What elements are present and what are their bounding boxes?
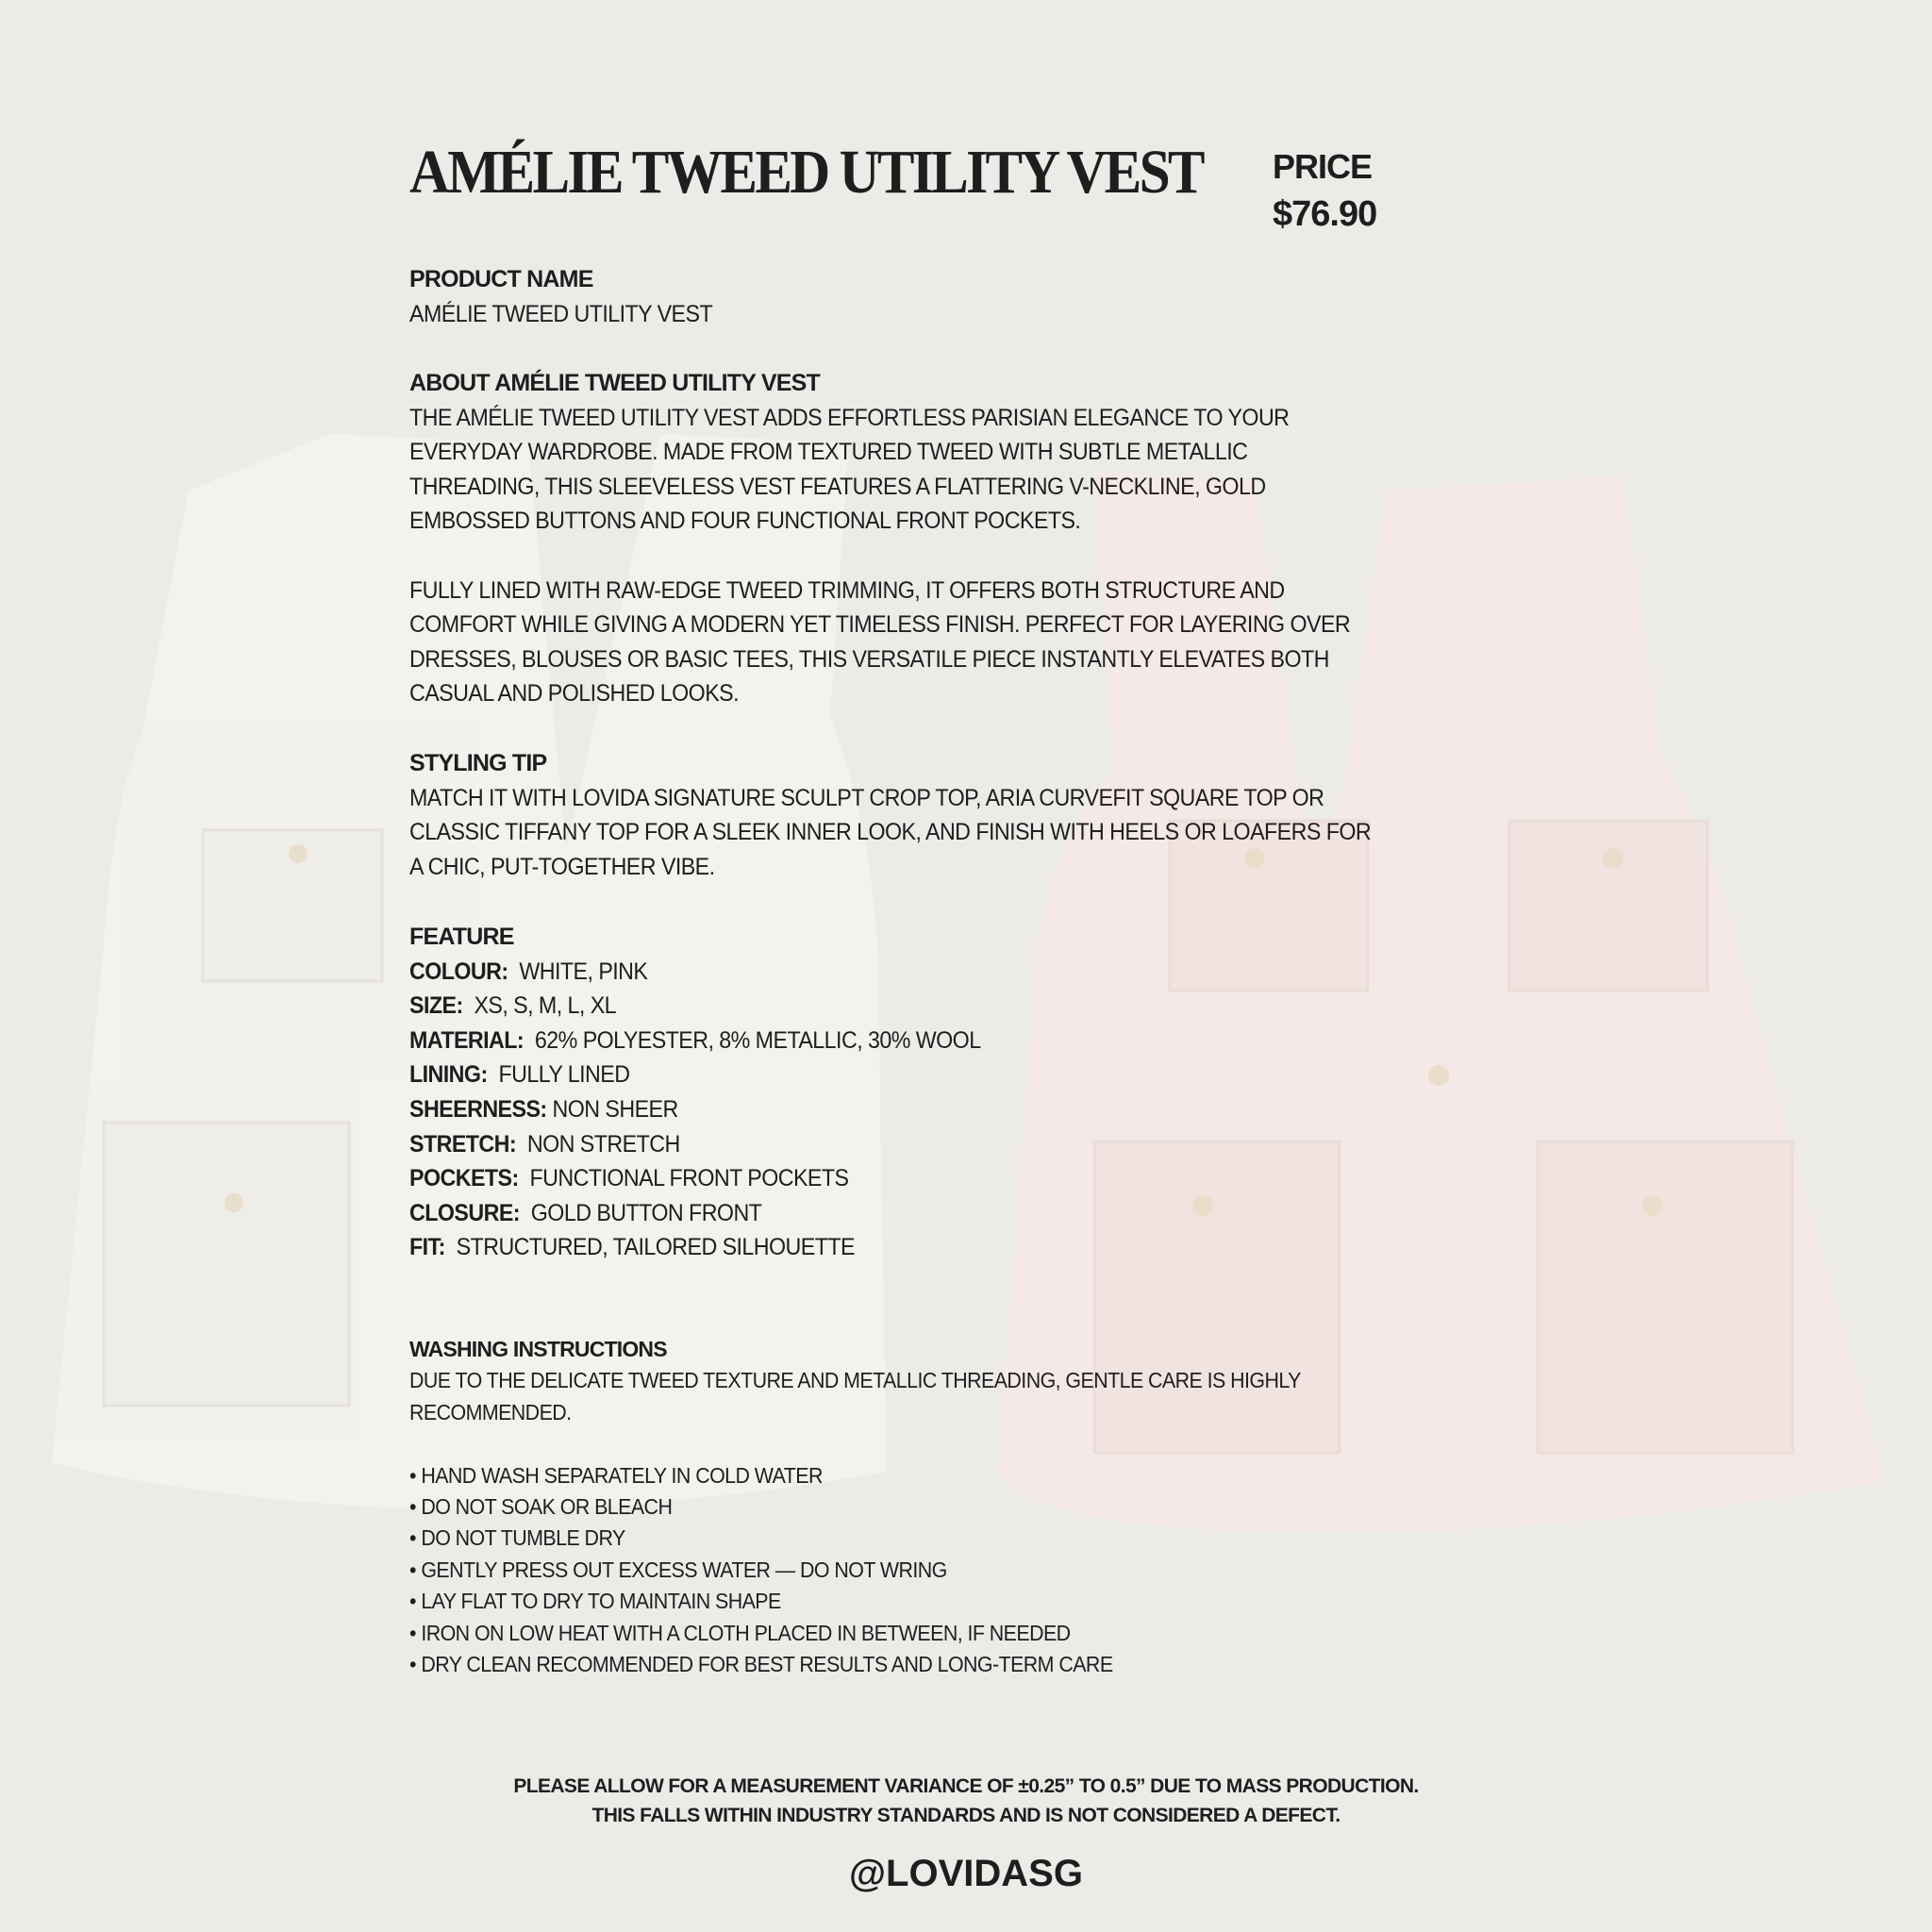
styling-heading: STYLING TIP [409,750,547,776]
about-line: EMBOSSED BUTTONS AND FOUR FUNCTIONAL FRONT POCKETS. [409,508,1081,535]
styling-line: MATCH IT WITH LOVIDA SIGNATURE SCULPT CROP TOP, ARIA CURVEFIT SQUARE TOP OR [409,784,1324,811]
about-line: COMFORT WHILE GIVING A MODERN YET TIMELESS FINISH. PERFECT FOR LAYERING OVER [409,611,1351,639]
styling-section [409,746,1443,884]
feature-item: STRETCH: NON STRETCH [409,1130,680,1158]
about-line: THE AMÉLIE TWEED UTILITY VEST ADDS EFFORTLESS PARISIAN ELEGANCE TO YOUR [409,404,1290,431]
washing-bullet: • GENTLY PRESS OUT EXCESS WATER — DO NOT WRING [409,1557,947,1582]
feature-item: MATERIAL: 62% POLYESTER, 8% METALLIC, 30% WOOL [409,1026,981,1054]
styling-line: CLASSIC TIFFANY TOP FOR A SLEEK INNER LOOK, AND FINISH WITH HEELS OR LOAFERS FOR [409,819,1372,846]
washing-intro-line: RECOMMENDED. [409,1399,572,1424]
styling-line: A CHIC, PUT-TOGETHER VIBE. [409,853,715,880]
feature-item: SIZE: XS, S, M, L, XL [409,992,617,1020]
feature-item: LINING: FULLY LINED [409,1061,630,1089]
about-section [409,366,1421,711]
about-heading: ABOUT AMÉLIE TWEED UTILITY VEST [409,370,820,396]
feature-heading: FEATURE [409,924,514,950]
about-line: EVERYDAY WARDROBE. MADE FROM TEXTURED TWEED WITH SUBTLE METALLIC [409,439,1248,466]
social-handle: @LOVIDASG [849,1853,1083,1894]
measurement-note-line: THIS FALLS WITHIN INDUSTRY STANDARDS AND IS NOT CONSIDERED A DEFECT. [591,1805,1341,1826]
price-value: $76.90 [1273,194,1377,234]
product-name-heading: PRODUCT NAME [409,266,593,292]
about-line: THREADING, THIS SLEEVELESS VEST FEATURES A FLATTERING V-NECKLINE, GOLD [409,473,1266,500]
feature-item: POCKETS: FUNCTIONAL FRONT POCKETS [409,1165,849,1192]
measurement-note-line: PLEASE ALLOW FOR A MEASUREMENT VARIANCE OF ±0.25” TO 0.5” DUE TO MASS PRODUCTION. [513,1775,1419,1797]
feature-item: SHEERNESS: NON SHEER [409,1095,678,1123]
about-line [409,539,1350,574]
about-line: FULLY LINED WITH RAW-EDGE TWEED TRIMMING, IT OFFERS BOTH STRUCTURE AND [409,576,1285,604]
measurement-note [0,1772,1932,1830]
feature-item: COLOUR: WHITE, PINK [409,958,648,985]
washing-bullet: • LAY FLAT TO DRY TO MAINTAIN SHAPE [409,1589,781,1614]
washing-section [409,1334,1368,1680]
product-name-section [409,262,735,331]
feature-item: FIT: STRUCTURED, TAILORED SILHOUETTE [409,1234,855,1261]
feature-section [409,920,1024,1265]
about-line: DRESSES, BLOUSES OR BASIC TEES, THIS VERSATILE PIECE INSTANTLY ELEVATES BOTH [409,645,1329,673]
washing-intro-line: DUE TO THE DELICATE TWEED TEXTURE AND METALLIC THREADING, GENTLE CARE IS HIGHLY [409,1368,1301,1393]
feature-item: CLOSURE: GOLD BUTTON FRONT [409,1199,762,1226]
washing-heading: WASHING INSTRUCTIONS [409,1337,667,1361]
washing-bullet: • DRY CLEAN RECOMMENDED FOR BEST RESULTS AND LONG-TERM CARE [409,1651,1113,1676]
page-title: AMÉLIE TWEED UTILITY VEST [409,138,1203,207]
washing-bullet: • IRON ON LOW HEAT WITH A CLOTH PLACED IN BETWEEN, IF NEEDED [409,1620,1071,1645]
price-label: PRICE [1273,147,1373,186]
washing-bullet: • HAND WASH SEPARATELY IN COLD WATER [409,1462,823,1488]
product-name-value: AMÉLIE TWEED UTILITY VEST [409,300,713,327]
washing-bullet: • DO NOT TUMBLE DRY [409,1525,625,1551]
washing-bullet: • DO NOT SOAK OR BLEACH [409,1493,673,1519]
about-line: CASUAL AND POLISHED LOOKS. [409,680,740,708]
